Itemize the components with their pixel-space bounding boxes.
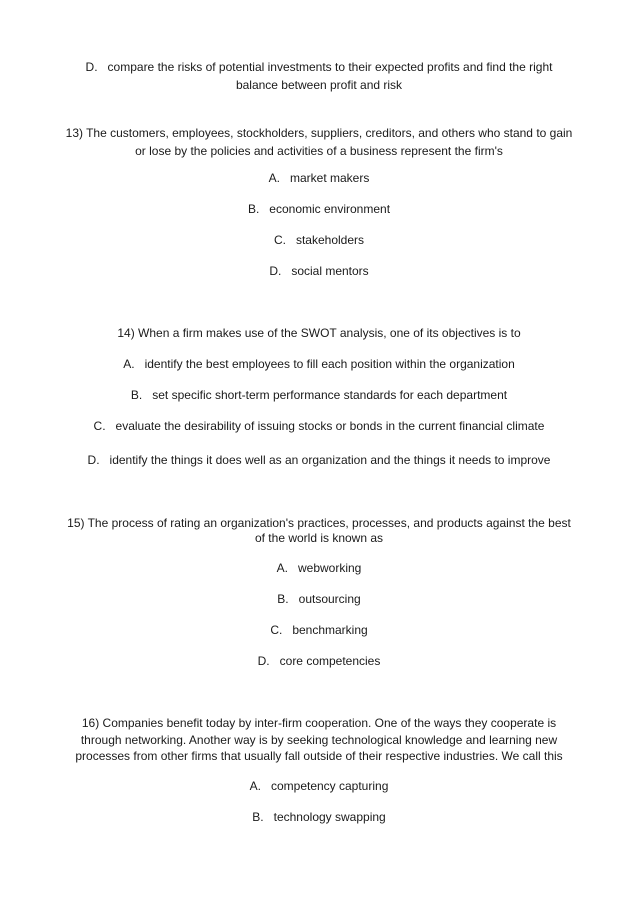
- option-letter: B.: [130, 388, 143, 402]
- option-text: competency capturing: [270, 779, 389, 793]
- q15-option-c: [0, 622, 638, 638]
- q14-option-b: [0, 387, 638, 403]
- option-letter: C.: [273, 233, 286, 247]
- option-letter: A.: [249, 779, 261, 793]
- q15-question-line1: 15) The process of rating an organization's practices, processes, and products against the best: [67, 516, 571, 530]
- option-letter: B.: [247, 202, 260, 216]
- q12-option-d-line1: [0, 59, 638, 75]
- option-text: stakeholders: [295, 233, 365, 247]
- q15-question-line2: of the world is known as: [254, 531, 384, 545]
- q13-question-line2: or lose by the policies and activities of a business represent the firm's: [135, 144, 503, 158]
- q13-option-c: [0, 232, 638, 248]
- q14-option-a: [0, 356, 638, 372]
- q13-option-a: [0, 170, 638, 186]
- q16-question-line1: 16) Companies benefit today by inter-firm cooperation. One of the ways they cooperate is: [81, 716, 557, 730]
- q16-question-line3: processes from other firms that usually fall outside of their respective industries. We call this: [75, 749, 563, 763]
- q15-option-b: [0, 591, 638, 607]
- q15-option-d: [0, 653, 638, 669]
- option-letter: D.: [87, 453, 100, 467]
- option-text: evaluate the desirability of issuing stocks or bonds in the current financial climate: [115, 419, 545, 433]
- q12-option-d-line2: balance between profit and risk: [235, 78, 403, 92]
- q16-option-b: [0, 809, 638, 825]
- option-text: technology swapping: [273, 810, 386, 824]
- option-text: core competencies: [279, 654, 381, 668]
- option-text: benchmarking: [292, 623, 368, 637]
- option-text: set specific short-term performance standards for each department: [152, 388, 508, 402]
- option-letter: C.: [270, 623, 283, 637]
- option-text: identify the things it does well as an organization and the things it needs to improve: [109, 453, 551, 467]
- q14-option-c: [0, 418, 638, 434]
- option-text: identify the best employees to fill each position within the organization: [144, 357, 515, 371]
- q16-question-line2: through networking. Another way is by seeking technological knowledge and learning new: [80, 733, 558, 747]
- option-text: social mentors: [291, 264, 369, 278]
- option-letter: A.: [123, 357, 135, 371]
- option-letter: D.: [257, 654, 270, 668]
- option-text: compare the risks of potential investments to their expected profits and find the right: [107, 60, 553, 74]
- option-text: economic environment: [269, 202, 391, 216]
- q14-question: 14) When a firm makes use of the SWOT analysis, one of its objectives is to: [117, 326, 521, 340]
- option-letter: A.: [268, 171, 280, 185]
- option-letter: B.: [277, 592, 289, 606]
- q15-option-a: [0, 560, 638, 576]
- option-text: outsourcing: [298, 592, 361, 606]
- q13-question-line1: 13) The customers, employees, stockholders, suppliers, creditors, and others who stand to gain: [65, 126, 573, 140]
- option-text: market makers: [289, 171, 370, 185]
- option-letter: A.: [276, 561, 288, 575]
- q13-option-d: [0, 263, 638, 279]
- option-letter: B.: [252, 810, 264, 824]
- q14-option-d: [0, 452, 638, 468]
- option-letter: C.: [93, 419, 106, 433]
- option-letter: D.: [269, 264, 282, 278]
- q13-option-b: [0, 201, 638, 217]
- option-text: webworking: [297, 561, 362, 575]
- q16-option-a: [0, 778, 638, 794]
- option-letter: D.: [85, 60, 98, 74]
